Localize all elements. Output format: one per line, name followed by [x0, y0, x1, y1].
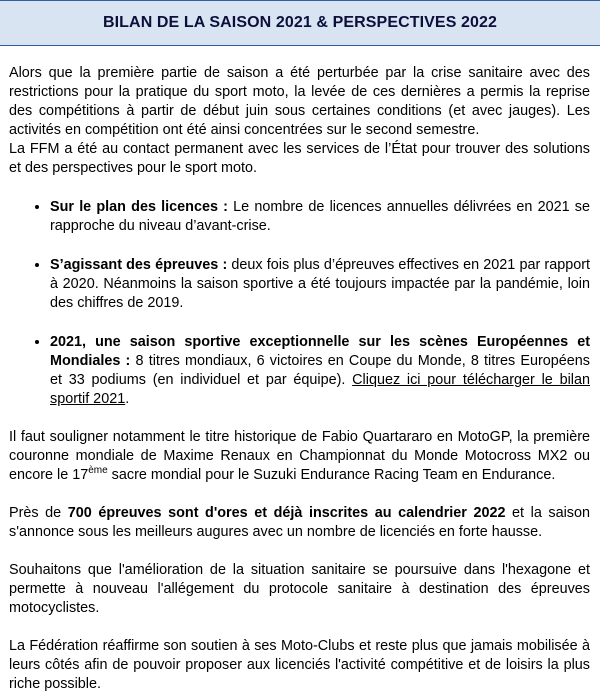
- calendar-text-before: Près de: [9, 505, 68, 521]
- federation-paragraph: La Fédération réaffirme son soutien à ses Moto-Clubs et reste plus que jamais mobilisée à leurs côtés afin de pouvoir proposer aux licenciés l'activité compétitive et de loisirs la plus riche possible.: [9, 638, 590, 692]
- article-body: [0, 46, 600, 694]
- ordinal-superscript: ème: [88, 465, 108, 476]
- quartararo-text-after: sacre mondial pour le Suzuki Endurance Racing Team en Endurance.: [107, 467, 556, 483]
- list-item-licences: [50, 197, 590, 236]
- list-item-saison-text: 8 titres mondiaux, 6 victoires en Coupe du Monde, 8 titres Européens et 33 podiums (en individuel et par équipe).: [50, 353, 591, 388]
- list-item-epreuves: [50, 255, 590, 313]
- intro-paragraph-1: Alors que la première partie de saison a été perturbée par la crise sanitaire avec des restrictions pour la pratique du sport moto, la levée de ces dernières a permis la reprise des compétitions à partir de début juin sous certaines conditions (et avec jauges). Les activités en compétition ont été ainsi concentrées sur le second semestre.: [9, 65, 590, 138]
- list-item-licences-text: Le nombre de licences annuelles délivrées en 2021 se rapproche du niveau d’avant-crise.: [50, 199, 590, 234]
- list-item-epreuves-heading: S’agissant des épreuves :: [50, 257, 228, 273]
- highlights-list: [9, 197, 590, 409]
- sanitaire-paragraph: Souhaitons que l'amélioration de la situation sanitaire se poursuive dans l'hexagone et permette à nouveau l'allégement du protocole sanitaire à destination des épreuves motocyclistes.: [9, 562, 590, 616]
- list-item-saison-end: .: [125, 391, 130, 407]
- calendar-text-after: et la saison s'annonce sous les meilleurs augures avec un nombre de licenciés en forte hausse.: [9, 505, 591, 540]
- calendar-paragraph: [9, 504, 590, 542]
- list-item-epreuves-text: deux fois plus d’épreuves effectives en 2021 par rapport à 2020. Néanmoins la saison sportive a été toujours impactée par la pandémie, loin des chiffres de 2019.: [50, 257, 591, 311]
- calendar-highlight: 700 épreuves sont d'ores et déjà inscrites au calendrier 2022: [67, 505, 506, 521]
- list-item-saison: [50, 332, 590, 409]
- section-header: [0, 0, 600, 46]
- section-title: BILAN DE LA SAISON 2021 & PERSPECTIVES 2022: [102, 14, 498, 31]
- quartararo-text-before: Il faut souligner notamment le titre historique de Fabio Quartararo en MotoGP, la première couronne mondiale de Maxime Renaux en Championnat du Monde Motocross MX2 ou encore le 17: [9, 429, 590, 483]
- list-item-licences-heading: Sur le plan des licences :: [50, 199, 228, 215]
- download-bilan-link[interactable]: Cliquez ici pour télécharger le bilan sportif 2021: [50, 372, 590, 407]
- list-item-saison-heading: 2021, une saison sportive exceptionnelle sur les scènes Européennes et Mondiales :: [50, 334, 590, 369]
- intro-paragraph-2: La FFM a été au contact permanent avec les services de l’État pour trouver des solutions et des perspectives pour le sport moto.: [9, 141, 590, 176]
- quartararo-paragraph: [9, 428, 590, 485]
